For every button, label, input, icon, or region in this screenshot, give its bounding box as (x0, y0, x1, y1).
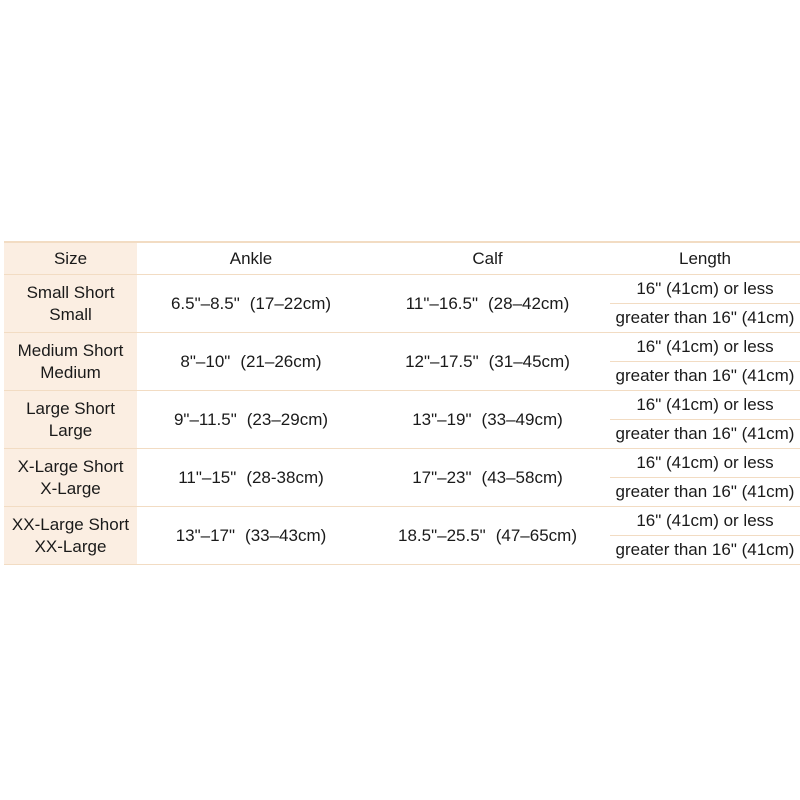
ankle-cm: (17–22cm) (249, 293, 332, 313)
table-row (4, 391, 800, 420)
size-cell (4, 449, 137, 507)
calf-cm: (33–49cm) (481, 409, 563, 429)
length-short-cell: 16" (41cm) or less (610, 507, 800, 536)
length-header: Length (610, 242, 800, 275)
ankle-cell (137, 507, 365, 565)
table-row (4, 449, 800, 478)
ankle-cm: (21–26cm) (240, 351, 322, 371)
ankle-inches: 8"–10" (180, 351, 231, 371)
length-short-cell: 16" (41cm) or less (610, 275, 800, 304)
size-label: X-Large (40, 478, 101, 498)
size-label: XX-Large (34, 536, 107, 556)
calf-header: Calf (365, 242, 610, 275)
table-row (4, 507, 800, 536)
ankle-cm: (33–43cm) (245, 525, 327, 545)
size-cell (4, 333, 137, 391)
ankle-cell (137, 275, 365, 333)
length-short-cell: 16" (41cm) or less (610, 333, 800, 362)
ankle-cm: (23–29cm) (246, 409, 329, 429)
size-cell (4, 507, 137, 565)
size-cell (4, 275, 137, 333)
size-short-label: X-Large Short (17, 456, 124, 476)
length-regular-cell: greater than 16" (41cm) (610, 362, 800, 391)
length-short-cell: 16" (41cm) or less (610, 449, 800, 478)
size-label: Medium (40, 362, 101, 382)
calf-inches: 12"–17.5" (405, 351, 479, 371)
ankle-cm: (28-38cm) (246, 467, 324, 487)
calf-cell (365, 333, 610, 391)
table-row (4, 275, 800, 304)
table-row (4, 333, 800, 362)
size-short-label: Small Short (26, 282, 115, 302)
ankle-inches: 6.5"–8.5" (170, 293, 240, 313)
length-regular-cell: greater than 16" (41cm) (610, 420, 800, 449)
calf-cm: (28–42cm) (488, 293, 570, 313)
size-short-label: XX-Large Short (11, 514, 130, 534)
ankle-cell (137, 391, 365, 449)
length-regular-cell: greater than 16" (41cm) (610, 536, 800, 565)
ankle-cell (137, 333, 365, 391)
length-regular-cell: greater than 16" (41cm) (610, 304, 800, 333)
size-label: Small (49, 304, 92, 324)
calf-cm: (31–45cm) (488, 351, 570, 371)
calf-cell (365, 391, 610, 449)
size-header: Size (4, 242, 137, 275)
calf-cell (365, 275, 610, 333)
ankle-cell (137, 449, 365, 507)
size-short-label: Medium Short (17, 340, 124, 360)
size-cell (4, 391, 137, 449)
calf-inches: 17"–23" (412, 467, 472, 487)
ankle-header: Ankle (137, 242, 365, 275)
size-short-label: Large Short (26, 398, 115, 418)
calf-inches: 18.5"–25.5" (398, 525, 486, 545)
ankle-inches: 11"–15" (178, 467, 237, 487)
calf-inches: 11"–16.5" (405, 293, 478, 313)
calf-cell (365, 507, 610, 565)
calf-cm: (47–65cm) (495, 525, 577, 545)
ankle-inches: 13"–17" (175, 525, 236, 545)
calf-inches: 13"–19" (412, 409, 472, 429)
calf-cm: (43–58cm) (481, 467, 563, 487)
size-chart-table (4, 241, 800, 565)
size-label: Large (48, 420, 93, 440)
table-header-row (4, 242, 800, 275)
length-regular-cell: greater than 16" (41cm) (610, 478, 800, 507)
calf-cell (365, 449, 610, 507)
ankle-inches: 9"–11.5" (173, 409, 237, 429)
length-short-cell: 16" (41cm) or less (610, 391, 800, 420)
